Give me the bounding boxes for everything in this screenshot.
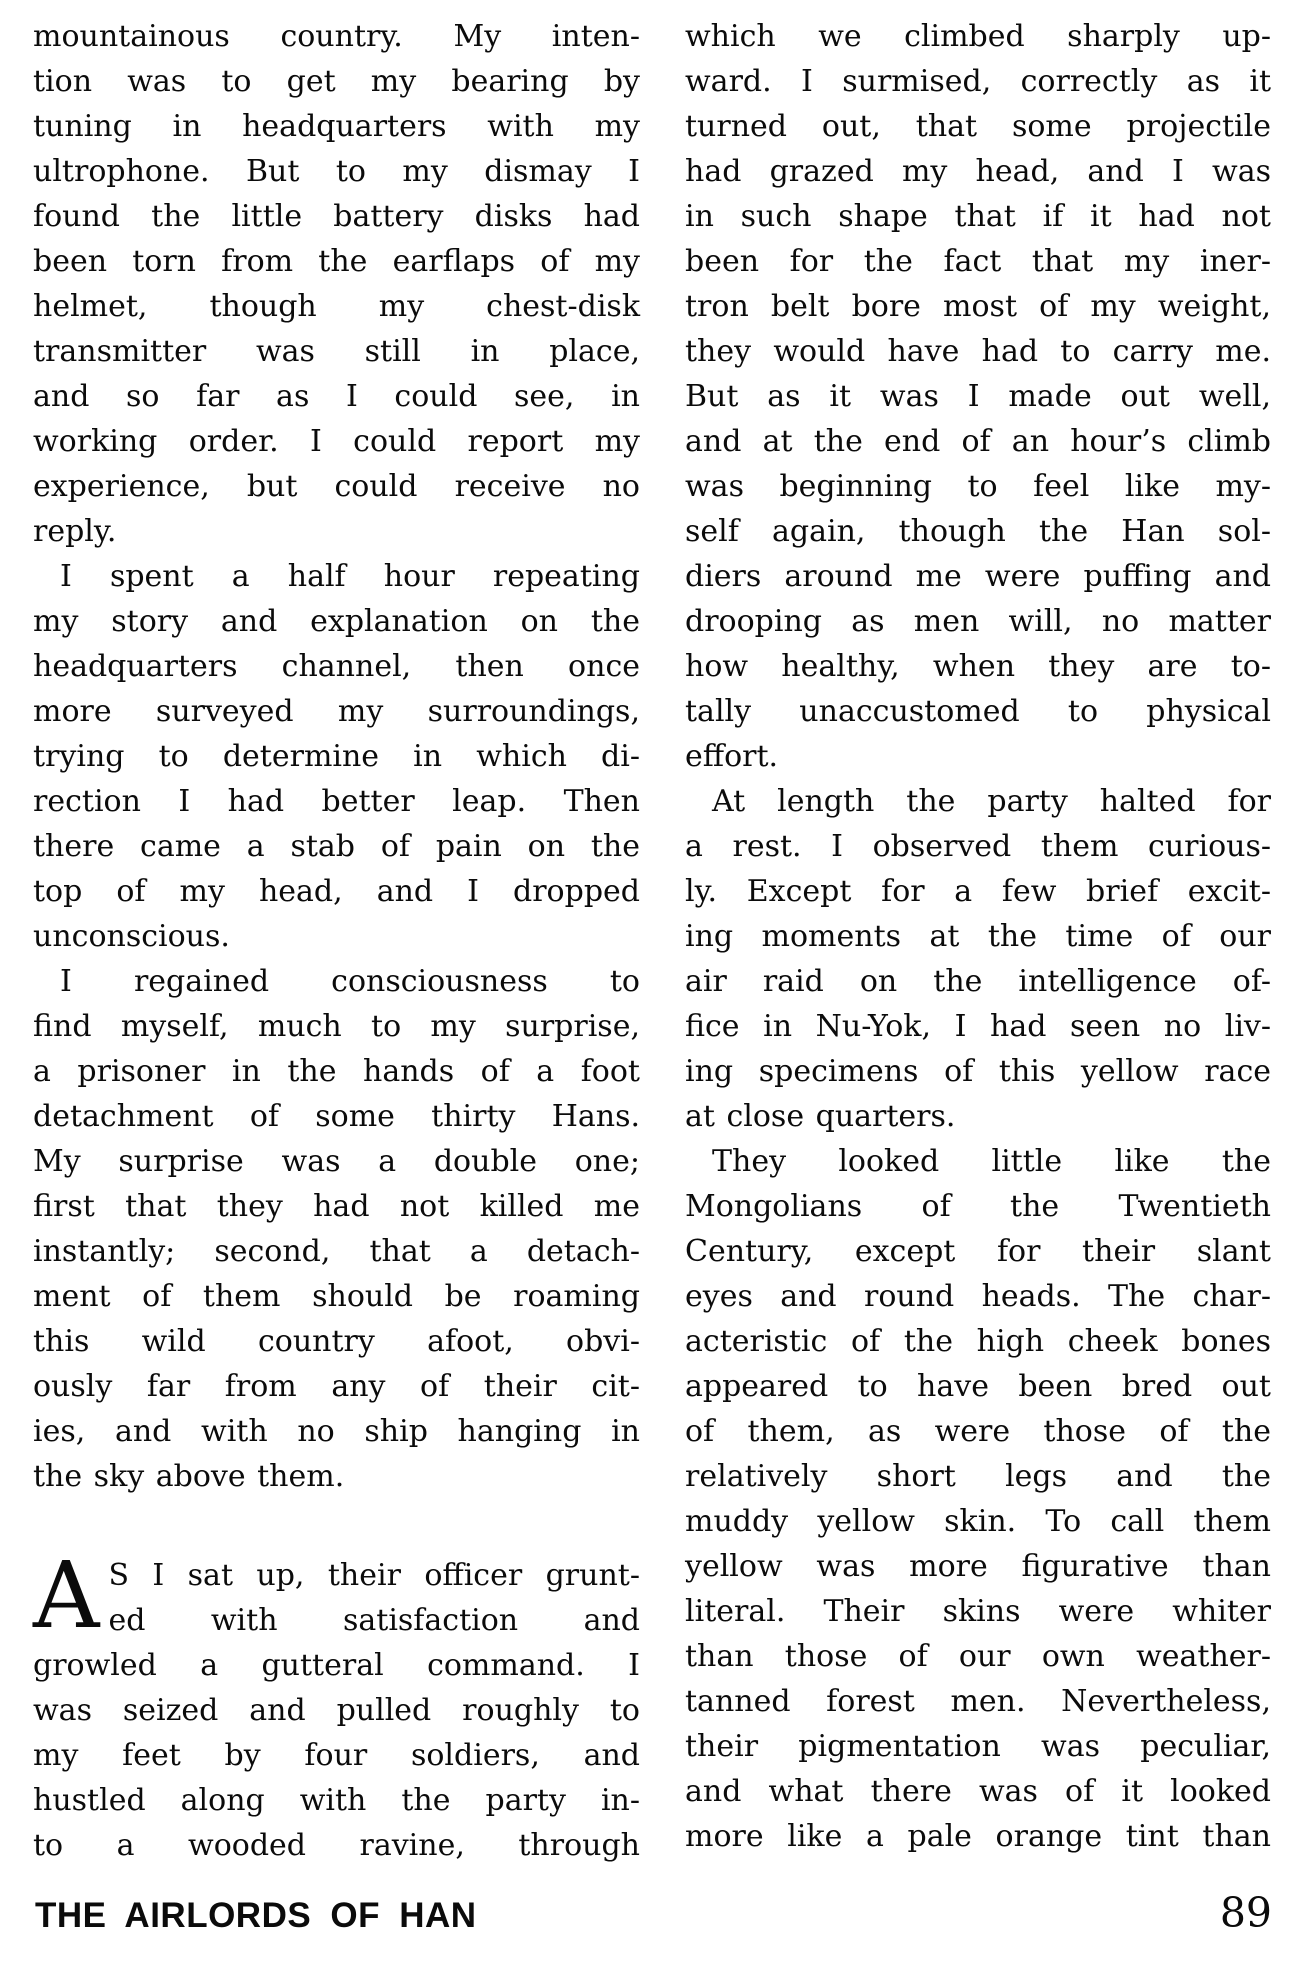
text-line: at close quarters. xyxy=(685,1099,956,1134)
text-line: rection I had better leap. Then xyxy=(33,784,640,819)
text-line: yellow was more figurative than xyxy=(685,1549,1271,1584)
text-line: my story and explanation on the xyxy=(33,604,640,639)
text-line: Century, except for their slant xyxy=(685,1234,1271,1269)
text-line: I regained consciousness to xyxy=(60,964,640,999)
text-line: and at the end of an hour’s climb xyxy=(685,424,1271,459)
text-line: more like a pale orange tint than xyxy=(685,1819,1271,1854)
text-line: and what there was of it looked xyxy=(685,1774,1271,1809)
paragraph xyxy=(685,779,1271,1139)
text-line: They looked little like the xyxy=(712,1144,1271,1179)
text-line: ously far from any of their cit- xyxy=(33,1369,640,1404)
text-line: and so far as I could see, in xyxy=(33,379,640,414)
paragraph xyxy=(33,959,640,1499)
text-line: tally unaccustomed to physical xyxy=(685,694,1271,729)
text-line: reply. xyxy=(33,514,117,549)
text-line: tron belt bore most of my weight, xyxy=(685,289,1271,324)
text-line: literal. Their skins were whiter xyxy=(685,1594,1271,1629)
text-line: mountainous country. My inten- xyxy=(33,19,640,54)
text-line: headquarters channel, then once xyxy=(33,649,640,684)
text-line: detachment of some thirty Hans. xyxy=(33,1099,640,1134)
text-line: I spent a half hour repeating xyxy=(60,559,640,594)
text-line: air raid on the intelligence of- xyxy=(685,964,1271,999)
text-line: ing moments at the time of our xyxy=(685,919,1271,954)
text-line: how healthy, when they are to- xyxy=(685,649,1271,684)
text-line: S I sat up, their officer grunt- xyxy=(108,1558,640,1593)
text-line: was beginning to feel like my- xyxy=(685,469,1271,504)
paragraph xyxy=(33,554,640,959)
text-line: in such shape that if it had not xyxy=(685,199,1271,234)
text-line: trying to determine in which di- xyxy=(33,739,640,774)
text-line: this wild country afoot, obvi- xyxy=(33,1324,640,1359)
text-line: a prisoner in the hands of a foot xyxy=(33,1054,640,1089)
text-line: self again, though the Han sol- xyxy=(685,514,1271,549)
text-line: instantly; second, that a detach- xyxy=(33,1234,640,1269)
text-line: was seized and pulled roughly to xyxy=(33,1693,640,1728)
text-line: turned out, that some projectile xyxy=(685,109,1271,144)
text-line: than those of our own weather- xyxy=(685,1639,1271,1674)
running-title: THE AIRLORDS OF HAN xyxy=(35,1896,477,1935)
text-line: helmet, though my chest-disk xyxy=(33,289,640,324)
text-line: effort. xyxy=(685,739,779,774)
text-line: At length the party halted for xyxy=(712,784,1271,819)
text-line: the sky above them. xyxy=(33,1459,345,1494)
text-line: ly. Except for a few brief excit- xyxy=(685,874,1271,909)
text-line: been torn from the earflaps of my xyxy=(33,244,640,279)
text-line: ies, and with no ship hanging in xyxy=(33,1414,640,1449)
text-line: ward. I surmised, correctly as it xyxy=(685,64,1271,99)
text-line: unconscious. xyxy=(33,919,230,954)
text-line: been for the fact that my iner- xyxy=(685,244,1271,279)
text-line: found the little battery disks had xyxy=(33,199,640,234)
paragraph xyxy=(33,14,640,554)
text-line: transmitter was still in place, xyxy=(33,334,640,369)
text-line: had grazed my head, and I was xyxy=(685,154,1271,189)
text-line: ultrophone. But to my dismay I xyxy=(33,154,640,189)
text-line: Mongolians of the Twentieth xyxy=(685,1189,1271,1224)
text-line: top of my head, and I dropped xyxy=(33,874,640,909)
text-line: acteristic of the high cheek bones xyxy=(685,1324,1271,1359)
text-line: which we climbed sharply up- xyxy=(685,19,1271,54)
text-line: diers around me were puffing and xyxy=(685,559,1271,594)
text-line: first that they had not killed me xyxy=(33,1189,640,1224)
text-line: appeared to have been bred out xyxy=(685,1369,1271,1404)
text-line: growled a gutteral command. I xyxy=(33,1648,640,1683)
text-line: hustled along with the party in- xyxy=(33,1783,640,1818)
text-line: ing specimens of this yellow race xyxy=(685,1054,1271,1089)
text-line: more surveyed my surroundings, xyxy=(33,694,640,729)
text-line: ment of them should be roaming xyxy=(33,1279,640,1314)
text-line: eyes and round heads. The char- xyxy=(685,1279,1271,1314)
paragraph xyxy=(33,1542,640,1868)
left-column xyxy=(33,14,640,1868)
text-line: their pigmentation was peculiar, xyxy=(685,1729,1271,1764)
text-line: drooping as men will, no matter xyxy=(685,604,1271,639)
text-columns xyxy=(33,14,1315,1868)
text-line: tanned forest men. Nevertheless, xyxy=(685,1684,1271,1719)
text-line: of them, as were those of the xyxy=(685,1414,1271,1449)
text-line: muddy yellow skin. To call them xyxy=(685,1504,1271,1539)
text-line: a rest. I observed them curious- xyxy=(685,829,1271,864)
text-line: find myself, much to my surprise, xyxy=(33,1009,640,1044)
text-line: fice in Nu-Yok, I had seen no liv- xyxy=(685,1009,1271,1044)
text-line: there came a stab of pain on the xyxy=(33,829,640,864)
right-column xyxy=(685,14,1271,1868)
text-line: tuning in headquarters with my xyxy=(33,109,640,144)
text-line: tion was to get my bearing by xyxy=(33,64,640,99)
text-line: experience, but could receive no xyxy=(33,469,640,504)
page-footer xyxy=(35,1889,1272,1937)
text-line: they would have had to carry me. xyxy=(685,334,1271,369)
text-line: working order. I could report my xyxy=(33,424,640,459)
text-line: My surprise was a double one; xyxy=(33,1144,640,1179)
text-line: relatively short legs and the xyxy=(685,1459,1271,1494)
paragraph xyxy=(685,1139,1271,1859)
text-line: But as it was I made out well, xyxy=(685,379,1271,414)
paragraph xyxy=(685,14,1271,779)
text-line: my feet by four soldiers, and xyxy=(33,1738,640,1773)
text-line: to a wooded ravine, through xyxy=(33,1828,640,1863)
text-line: ed with satisfaction and xyxy=(108,1603,640,1638)
page-number: 89 xyxy=(1219,1889,1272,1937)
drop-cap-letter: A xyxy=(33,1542,100,1649)
